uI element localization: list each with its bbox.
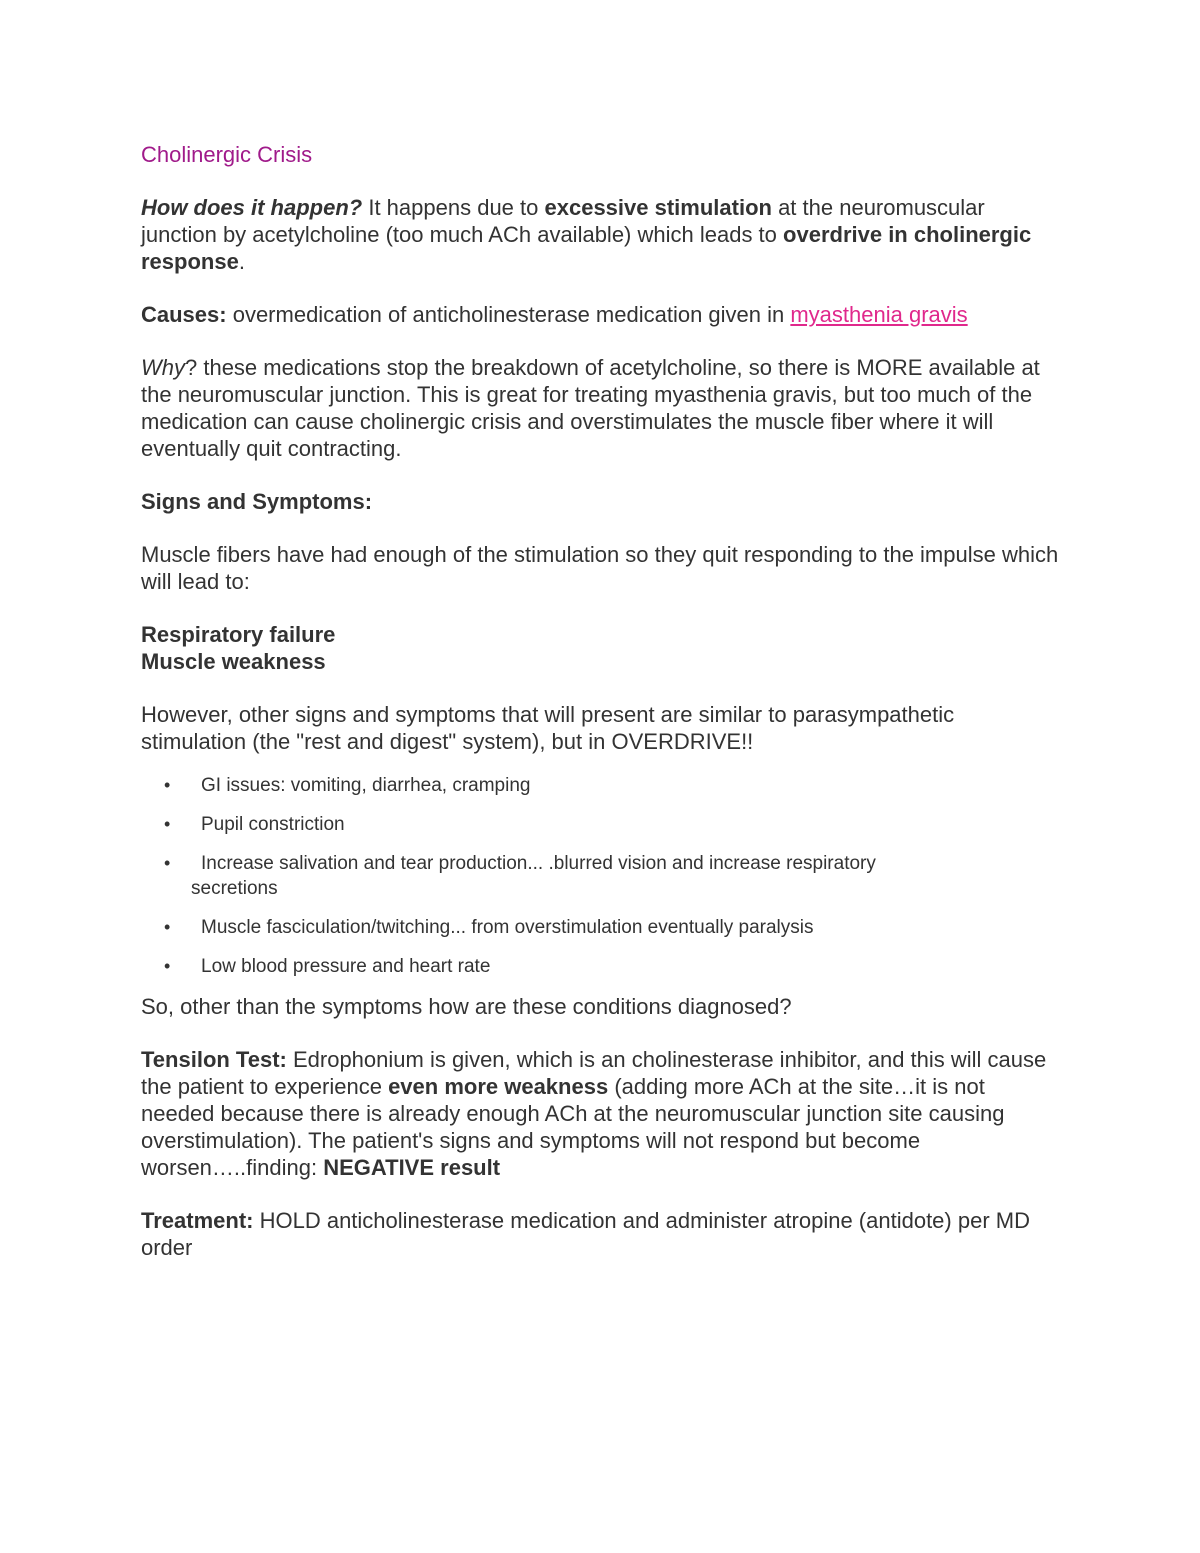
- bullet-icon: •: [164, 775, 171, 795]
- how-bold-1: excessive stimulation: [544, 195, 772, 220]
- symptom-list: [141, 773, 1061, 979]
- signs-heading: Signs and Symptoms:: [141, 489, 373, 514]
- list-item: [141, 812, 1061, 837]
- tensilon-bold-1: even more weakness: [388, 1074, 609, 1099]
- list-item-text: Low blood pressure and heart rate: [201, 956, 491, 977]
- list-item-text: Increase salivation and tear production... .blurred vision and increase respiratory: [201, 853, 876, 874]
- causes-label: Causes:: [141, 302, 227, 327]
- how-label: How does it happen?: [141, 195, 363, 220]
- how-text-2: at the neuromuscular junction by acetylcholine (too much ACh available) which leads to: [141, 195, 985, 247]
- how-bold-2: overdrive in cholinergic response: [141, 222, 1032, 274]
- list-item-text: Pupil constriction: [201, 814, 345, 835]
- tensilon-text-1: Edrophonium is given, which is an cholinesterase inhibitor, and this will cause the patient to experience: [141, 1047, 1047, 1099]
- treatment-label: Treatment:: [141, 1208, 254, 1233]
- document-page: [141, 141, 1061, 1261]
- tensilon-label: Tensilon Test:: [141, 1047, 287, 1072]
- document-title: Cholinergic Crisis: [141, 142, 313, 167]
- bullet-icon: •: [164, 917, 171, 937]
- why-label: Why: [141, 355, 185, 380]
- signs-intro: Muscle fibers have had enough of the stimulation so they quit responding to the impulse which will lead to:: [141, 542, 1059, 594]
- list-item: [141, 915, 1061, 940]
- list-item-text: Muscle fasciculation/twitching... from overstimulation eventually paralysis: [201, 917, 814, 938]
- myasthenia-gravis-link[interactable]: myasthenia gravis: [790, 302, 968, 327]
- tensilon-paragraph: [141, 1046, 1061, 1181]
- why-paragraph: [141, 354, 1061, 462]
- list-item-text: GI issues: vomiting, diarrhea, cramping: [201, 775, 531, 796]
- why-text: ? these medications stop the breakdown of acetylcholine, so there is MORE available at the neuromuscular junction. This is great for treating myasthenia gravis, but too much of the medication can cause cholinergic crisis and overstimulates the muscle fiber where it will eventually quit contracting.: [141, 355, 1040, 461]
- list-item: [141, 954, 1061, 979]
- how-paragraph: [141, 194, 1061, 275]
- key-sign-respiratory-failure: Respiratory failure: [141, 622, 336, 647]
- bullet-icon: •: [164, 814, 171, 834]
- list-item: [141, 851, 1061, 901]
- bullet-icon: •: [164, 956, 171, 976]
- however-paragraph: However, other signs and symptoms that will present are similar to parasympathetic stimulation (the "rest and digest" system), but in OVERDRIVE!!: [141, 702, 955, 754]
- causes-text: overmedication of anticholinesterase medication given in: [226, 302, 791, 327]
- treatment-paragraph: [141, 1207, 1061, 1261]
- tensilon-text-2: (adding more ACh at the site…it is not needed because there is already enough ACh at the neuromuscular junction site causing overstimulation). The patient's signs and symptoms will not respond but become worsen…..finding:: [141, 1074, 1005, 1180]
- how-text-1: It happens due to: [362, 195, 545, 220]
- tensilon-result: NEGATIVE result: [323, 1155, 501, 1180]
- list-item-text-continued: secretions: [191, 878, 278, 899]
- bullet-icon: •: [164, 853, 171, 873]
- diagnosis-question: So, other than the symptoms how are these conditions diagnosed?: [141, 994, 792, 1019]
- key-sign-muscle-weakness: Muscle weakness: [141, 649, 326, 674]
- how-text-3: .: [238, 249, 245, 274]
- list-item: [141, 773, 1061, 798]
- causes-paragraph: [141, 301, 1061, 328]
- treatment-text: HOLD anticholinesterase medication and administer atropine (antidote) per MD order: [141, 1208, 1030, 1260]
